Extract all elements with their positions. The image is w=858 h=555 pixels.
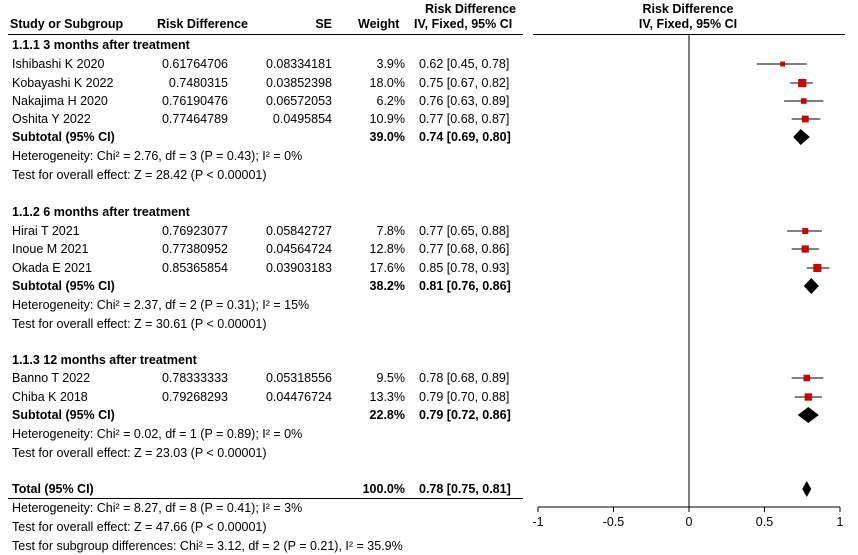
study-name: Inoue M 2021 [12, 242, 89, 256]
study-se: 0.03903183 [265, 261, 332, 275]
x-tick-label: -0.5 [602, 515, 625, 529]
header-risk-difference: Risk Difference [157, 17, 249, 31]
subtotal-label: Subtotal (95% CI) [12, 408, 115, 422]
study-rd: 0.79268293 [161, 390, 228, 404]
subtotal-label: Subtotal (95% CI) [12, 279, 115, 293]
total-label: Total (95% CI) [12, 482, 94, 496]
pooled-diamond [798, 407, 819, 423]
pooled-diamond [804, 278, 819, 294]
study-marker [802, 116, 809, 123]
header-ci-top: Risk Difference [425, 2, 517, 16]
study-name: Ishibashi K 2020 [12, 57, 105, 71]
study-name: Hirai T 2021 [12, 224, 80, 238]
x-tick-label: 0 [685, 515, 693, 529]
study-ci: 0.77 [0.68, 0.86] [419, 242, 510, 256]
study-rd: 0.78333333 [161, 371, 228, 385]
study-marker [780, 62, 785, 67]
study-ci: 0.75 [0.67, 0.82] [419, 76, 510, 90]
x-tick-label: -1 [532, 515, 544, 529]
group-title: 1.1.1 3 months after treatment [12, 38, 190, 52]
subtotal-ci: 0.79 [0.72, 0.86] [419, 408, 511, 422]
group-title: 1.1.2 6 months after treatment [12, 205, 190, 219]
heterogeneity-text: Heterogeneity: Chi² = 2.37, df = 2 (P = 0.31); I² = 15% [12, 298, 310, 312]
study-marker [801, 98, 807, 104]
study-rd: 0.61764706 [161, 57, 228, 71]
study-marker [802, 228, 808, 234]
study-ci: 0.79 [0.70, 0.88] [419, 390, 510, 404]
header-weight: Weight [358, 17, 400, 31]
study-marker [798, 79, 806, 87]
study-ci: 0.77 [0.68, 0.87] [419, 112, 510, 126]
study-weight: 13.3% [369, 390, 405, 404]
study-ci: 0.78 [0.68, 0.89] [419, 371, 510, 385]
study-se: 0.04476724 [265, 390, 332, 404]
heterogeneity-text: Heterogeneity: Chi² = 2.76, df = 3 (P = 0.43); I² = 0% [12, 149, 303, 163]
pooled-diamond [793, 129, 810, 145]
x-tick-label: 0.5 [755, 515, 774, 529]
total-ci: 0.78 [0.75, 0.81] [419, 482, 511, 496]
study-ci: 0.85 [0.78, 0.93] [419, 261, 510, 275]
study-se: 0.0495854 [272, 112, 332, 126]
total-weight: 100.0% [362, 482, 405, 496]
study-se: 0.06572053 [265, 94, 332, 108]
study-marker [804, 375, 810, 381]
study-rd: 0.76923077 [161, 224, 228, 238]
study-rd: 0.85365854 [161, 261, 228, 275]
study-weight: 12.8% [369, 242, 405, 256]
group-title: 1.1.3 12 months after treatment [12, 353, 197, 367]
study-name: Oshita Y 2022 [12, 112, 91, 126]
study-ci: 0.77 [0.65, 0.88] [419, 224, 510, 238]
study-marker [813, 264, 821, 272]
overall-effect-text: Test for overall effect: Z = 23.03 (P < 0.00001) [12, 446, 267, 460]
study-marker [805, 393, 812, 400]
header-plot-bottom: IV, Fixed, 95% CI [638, 17, 738, 31]
study-ci: 0.76 [0.63, 0.89] [419, 94, 510, 108]
study-name: Chiba K 2018 [12, 390, 88, 404]
subtotal-weight: 38.2% [369, 279, 405, 293]
study-se: 0.03852398 [265, 76, 332, 90]
study-name: Kobayashi K 2022 [12, 76, 114, 90]
subtotal-label: Subtotal (95% CI) [12, 130, 115, 144]
study-marker [802, 245, 809, 252]
subtotal-ci: 0.74 [0.69, 0.80] [419, 130, 511, 144]
study-rd: 0.77380952 [161, 242, 228, 256]
subtotal-weight: 39.0% [369, 130, 405, 144]
subgroup-differences-text: Test for subgroup differences: Chi² = 3.12, df = 2 (P = 0.21), I² = 35.9% [12, 539, 403, 553]
study-ci: 0.62 [0.45, 0.78] [419, 57, 510, 71]
study-se: 0.04564724 [265, 242, 332, 256]
overall-effect-text: Test for overall effect: Z = 30.61 (P < 0.00001) [12, 317, 267, 331]
header-study: Study or Subgroup [10, 17, 124, 31]
study-name: Banno T 2022 [12, 371, 91, 385]
pooled-diamond [802, 481, 811, 497]
total-overall-effect-text: Test for overall effect: Z = 47.66 (P < 0.00001) [12, 520, 267, 534]
x-tick-label: 1 [836, 515, 844, 529]
total-heterogeneity-text: Heterogeneity: Chi² = 8.27, df = 8 (P = 0.41); I² = 3% [12, 501, 303, 515]
study-se: 0.08334181 [265, 57, 332, 71]
heterogeneity-text: Heterogeneity: Chi² = 0.02, df = 1 (P = 0.89); I² = 0% [12, 427, 303, 441]
header-ci-bottom: IV, Fixed, 95% CI [414, 17, 513, 31]
study-weight: 3.9% [376, 57, 405, 71]
study-weight: 7.8% [376, 224, 405, 238]
study-weight: 6.2% [376, 94, 405, 108]
header-se: SE [315, 17, 332, 31]
study-rd: 0.77464789 [161, 112, 228, 126]
study-weight: 18.0% [369, 76, 405, 90]
study-se: 0.05842727 [265, 224, 332, 238]
subtotal-weight: 22.8% [369, 408, 405, 422]
subtotal-ci: 0.81 [0.76, 0.86] [419, 279, 511, 293]
study-weight: 9.5% [376, 371, 405, 385]
study-weight: 10.9% [369, 112, 405, 126]
study-name: Nakajima H 2020 [12, 94, 108, 108]
study-weight: 17.6% [369, 261, 405, 275]
study-name: Okada E 2021 [12, 261, 92, 275]
header-plot-top: Risk Difference [642, 2, 734, 16]
study-rd: 0.7480315 [168, 76, 228, 90]
study-rd: 0.76190476 [161, 94, 228, 108]
overall-effect-text: Test for overall effect: Z = 28.42 (P < 0.00001) [12, 168, 267, 182]
study-se: 0.05318556 [265, 371, 332, 385]
